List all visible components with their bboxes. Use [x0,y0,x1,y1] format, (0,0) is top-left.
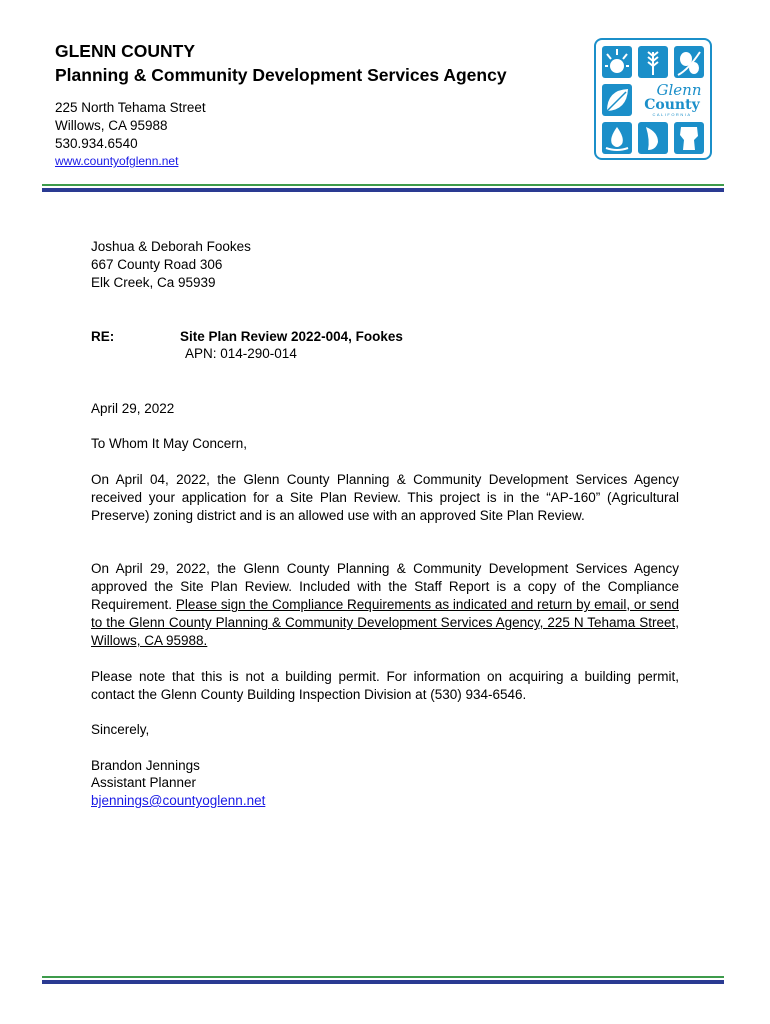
re-label: RE: [91,329,115,344]
paragraph-3: Please note that this is not a building permit. For information on acquiring a building permit, contact the Glenn County Building Inspection Division at (530) 934-6546. [91,669,679,702]
signer-title: Assistant Planner [91,775,197,790]
re-apn: APN: 014-290-014 [185,346,297,361]
county-name: GLENN COUNTY [55,41,195,61]
letter-date: April 29, 2022 [91,401,175,416]
agency-street: 225 North Tehama Street [55,100,206,115]
logo-tile-county-map-icon [674,122,704,154]
logo-word-glenn: Glenn [656,81,702,99]
paragraph-2-instructions: Please sign the Compliance Requirements as indicated and return by email, or send to the Glenn County Planning & Community Development Services Agency, 225 N Tehama Street, Willows, CA 95988. [91,597,679,648]
paragraph-2-text: On April 29, 2022, the Glenn County Planning & Community Development Services Agency approved the Site Plan Review. Included with the Staff Report is a copy of the Compliance Requirement. [91,561,679,612]
signer-email-link[interactable]: bjennings@countyoglenn.net [91,793,266,808]
logo-tile-sun-icon [602,46,632,78]
logo-tile-water-drop-icon [602,122,632,154]
paragraph-1: On April 04, 2022, the Glenn County Planning & Community Development Services Agency received your application for a Site Plan Review. This project is in the “AP-160” (Agricultural Preserve) zoning district and is an allowed use with an approved Site Plan Review. [91,472,679,523]
agency-phone: 530.934.6540 [55,136,138,151]
recipient-city: Elk Creek, Ca 95939 [91,275,216,290]
logo-tile-wheat-icon [638,46,668,78]
re-subject: Site Plan Review 2022-004, Fookes [180,329,403,344]
logo-word-county: County [644,97,700,113]
logo-tile-leaf-icon [602,84,632,116]
paragraph-2 [91,560,679,650]
footer-rule-blue [42,980,724,984]
footer-rule-green [42,976,724,978]
signer-name: Brandon Jennings [91,758,200,773]
agency-website-link[interactable]: www.countyofglenn.net [55,154,179,168]
header-rule-green [42,184,724,186]
logo-tile-fish-icon [638,122,668,154]
logo-word-california: CALIFORNIA [652,112,692,117]
closing: Sincerely, [91,722,150,737]
recipient-names: Joshua & Deborah Fookes [91,239,251,254]
agency-city: Willows, CA 95988 [55,118,168,133]
salutation: To Whom It May Concern, [91,436,248,451]
agency-name: Planning & Community Development Services Agency [55,65,507,85]
glenn-county-logo [594,38,712,160]
logo-tile-olive-icon [674,46,704,78]
recipient-street: 667 County Road 306 [91,257,223,272]
logo-wordmark [636,83,708,119]
header-rule-blue [42,188,724,192]
